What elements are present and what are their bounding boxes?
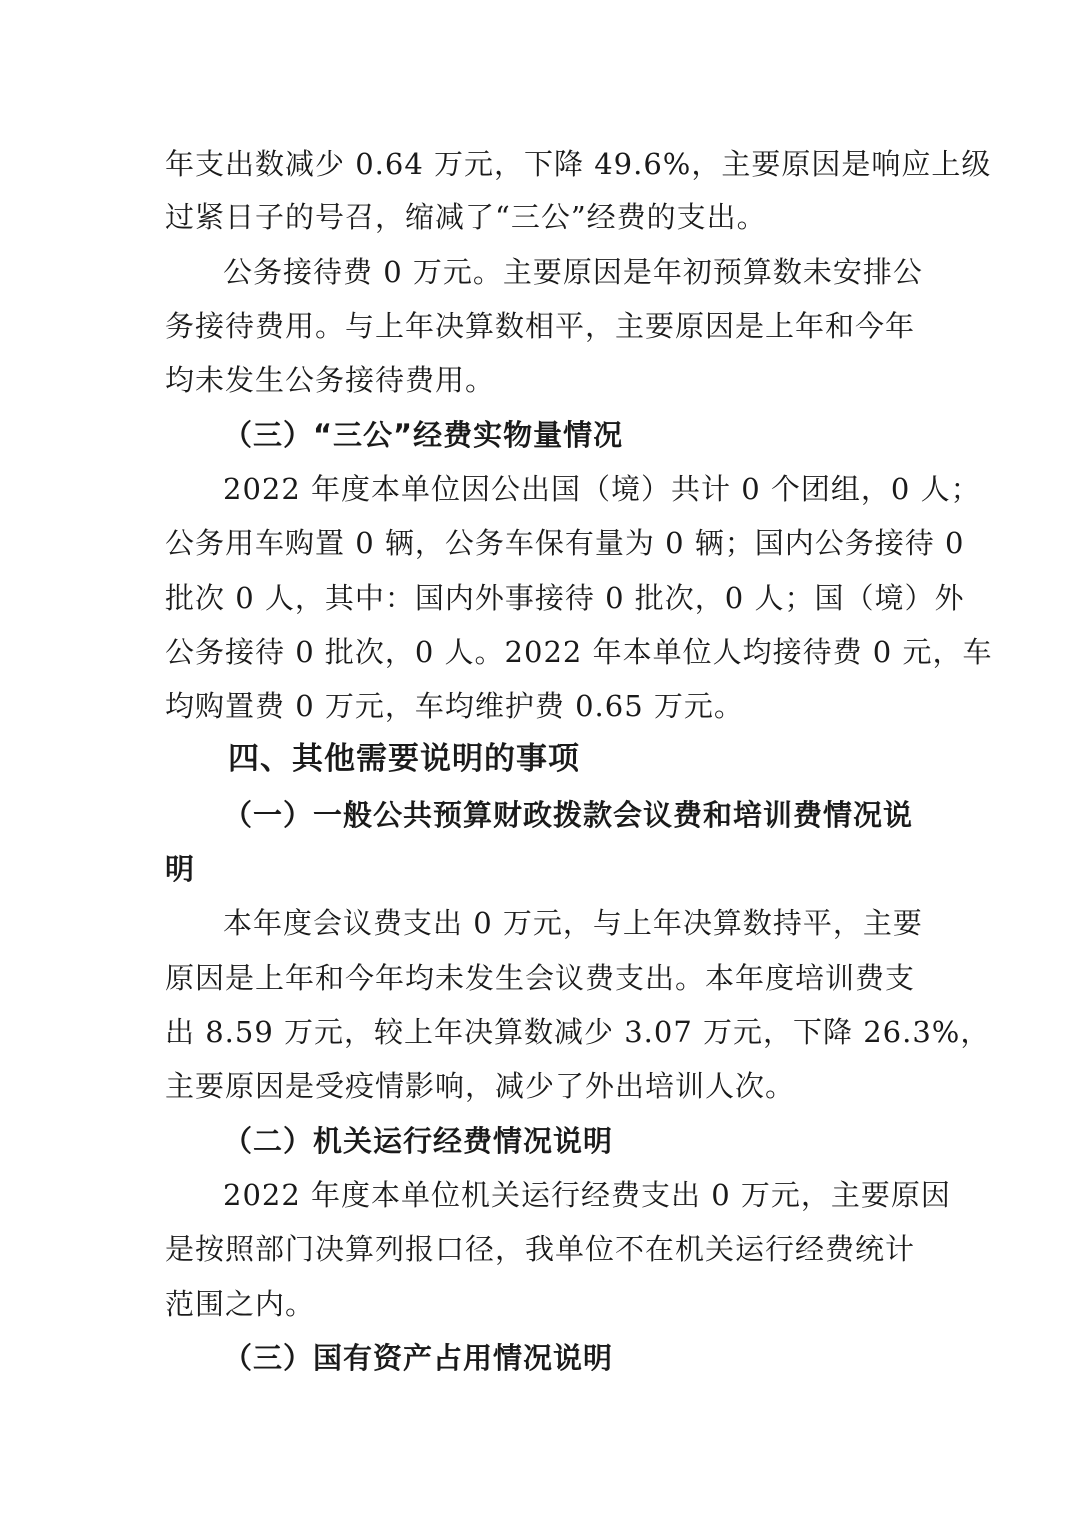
paragraph-line: 原因是上年和今年均未发生会议费支出。本年度培训费支: [165, 961, 916, 995]
section-heading: 四、其他需要说明的事项: [228, 741, 580, 777]
paragraph-line: 本年度会议费支出 0 万元，与上年决算数持平，主要: [223, 906, 923, 940]
paragraph-line: 均购置费 0 万元，车均维护费 0.65 万元。: [165, 689, 744, 723]
paragraph-line: 主要原因是受疫情影响，减少了外出培训人次。: [165, 1069, 796, 1103]
paragraph-line: 出 8.59 万元，较上年决算数减少 3.07 万元，下降 26.3%，: [165, 1015, 991, 1049]
paragraph-line: 公务接待 0 批次，0 人。2022 年本单位人均接待费 0 元，车: [165, 635, 993, 669]
paragraph-line: 年支出数减少 0.64 万元，下降 49.6%，主要原因是响应上级: [165, 147, 992, 181]
paragraph-line: 2022 年度本单位因公出国（境）共计 0 个团组，0 人；: [223, 472, 981, 506]
subsection-heading: （二）机关运行经费情况说明: [223, 1124, 614, 1158]
paragraph-line: 务接待费用。与上年决算数相平，主要原因是上年和今年: [165, 309, 916, 343]
paragraph-line: 2022 年度本单位机关运行经费支出 0 万元，主要原因: [223, 1178, 951, 1212]
paragraph-line: 公务用车购置 0 辆，公务车保有量为 0 辆；国内公务接待 0: [165, 526, 965, 560]
subsection-heading: （三）“三公”经费实物量情况: [223, 418, 624, 452]
paragraph-line: 公务接待费 0 万元。主要原因是年初预算数未安排公: [223, 255, 923, 289]
subsection-heading: （三）国有资产占用情况说明: [223, 1341, 614, 1375]
paragraph-line: 均未发生公务接待费用。: [165, 363, 496, 397]
paragraph-line: 是按照部门决算列报口径，我单位不在机关运行经费统计: [165, 1232, 916, 1266]
subsection-heading: （一）一般公共预算财政拨款会议费和培训费情况说: [223, 798, 914, 832]
paragraph-line: 批次 0 人，其中：国内外事接待 0 批次，0 人；国（境）外: [165, 581, 965, 615]
subsection-heading: 明: [165, 852, 196, 886]
paragraph-line: 过紧日子的号召，缩减了“三公”经费的支出。: [165, 200, 767, 234]
paragraph-line: 范围之内。: [165, 1287, 316, 1321]
